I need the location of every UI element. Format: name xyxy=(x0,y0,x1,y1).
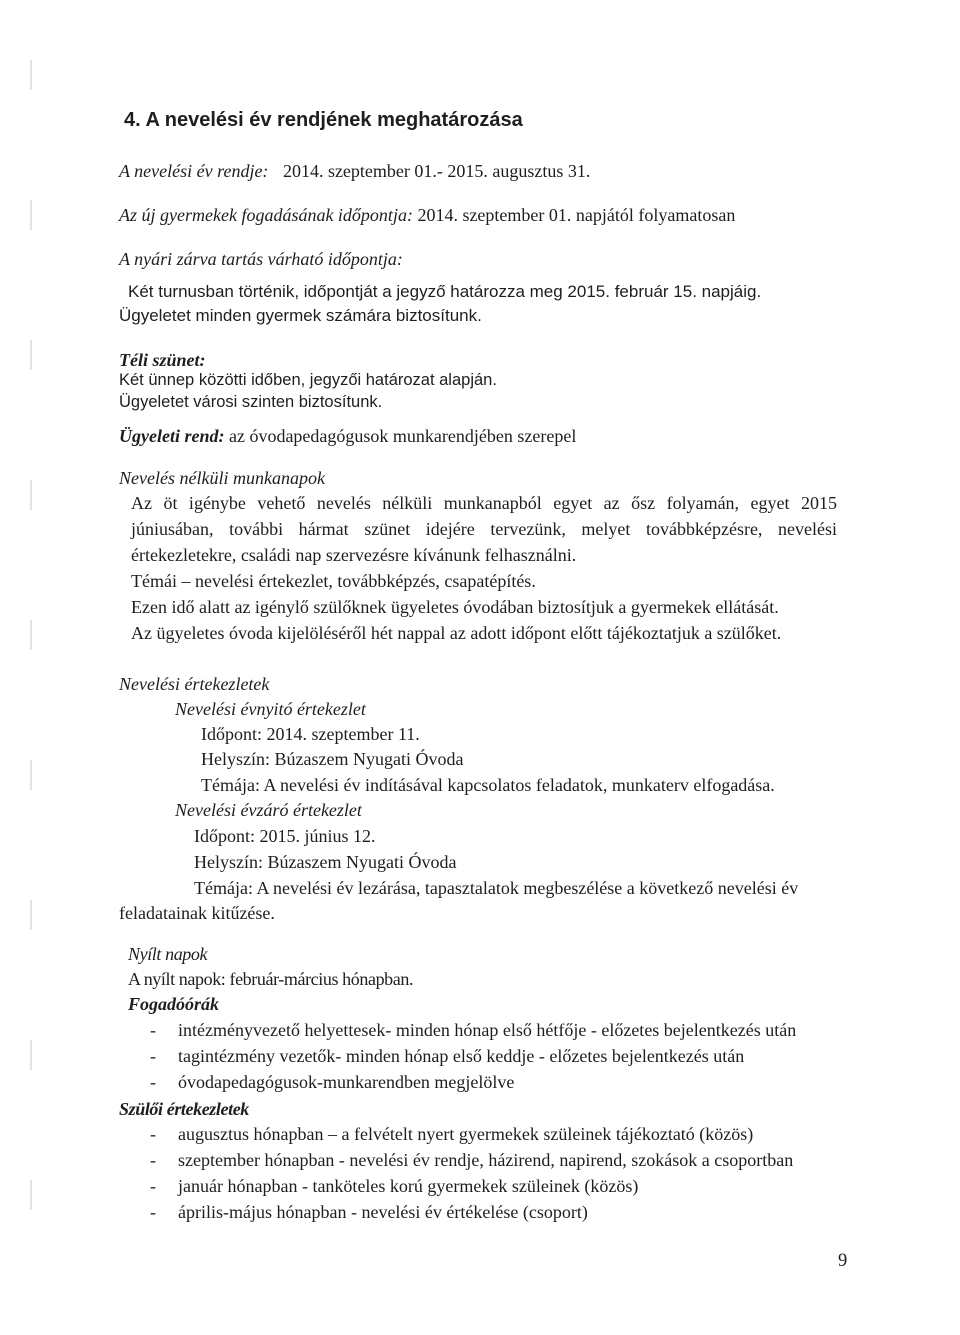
opening-meeting-title: Nevelési évnyitó értekezlet xyxy=(175,699,366,719)
summer-duty-line: Ügyeletet minden gyermek számára biztosítunk. xyxy=(119,306,482,325)
open-days-title: Nyílt napok xyxy=(128,944,208,964)
new-children-label: Az új gyermekek fogadásának időpontja: xyxy=(119,205,413,225)
closing-meeting-place: Helyszín: Búzaszem Nyugati Óvoda xyxy=(194,852,457,872)
opening-meeting-topic: Témája: A nevelési év indításával kapcsolatos feladatok, munkaterv elfogadása. xyxy=(201,775,775,795)
school-year-value: 2014. szeptember 01.- 2015. augusztus 31. xyxy=(282,161,591,181)
parent-meetings-title: Szülői értekezletek xyxy=(119,1099,249,1119)
scan-mark xyxy=(30,1180,32,1210)
meetings-title: Nevelési értekezletek xyxy=(119,674,270,694)
list-item: - tagintézmény vezetők- minden hónap első keddje - előzetes bejelentkezés után xyxy=(150,1046,745,1066)
page-number: 9 xyxy=(838,1251,848,1271)
closing-meeting-time: Időpont: 2015. június 12. xyxy=(194,826,376,846)
duty-order-line xyxy=(119,427,576,445)
scan-mark xyxy=(30,60,32,90)
duty-order-label: Ügyeleti rend: xyxy=(119,426,225,446)
office-hours-title: Fogadóórák xyxy=(128,994,220,1014)
winter-duty-line: Ügyeletet városi szinten biztosítunk. xyxy=(119,393,383,411)
winter-break-line: Két ünnep közötti időben, jegyzői határozat alapján. xyxy=(119,371,497,389)
closing-meeting-topic: Témája: A nevelési év lezárása, tapasztalatok megbeszélése a következő nevelési év xyxy=(194,878,799,898)
scan-mark xyxy=(30,900,32,930)
non-teaching-line-1: Az öt igénybe vehető nevelés nélküli munkanapból egyet az ősz folyamán, egyet 2015 xyxy=(131,493,837,513)
scan-mark xyxy=(30,1040,32,1070)
school-year-line xyxy=(119,162,590,180)
summer-closure-label: A nyári zárva tartás várható időpontja: xyxy=(119,249,403,269)
new-children-line xyxy=(119,206,735,224)
opening-meeting-time: Időpont: 2014. szeptember 11. xyxy=(201,724,420,744)
summer-closure-line: Két turnusban történik, időpontját a jegyző határozza meg 2015. február 15. napjáig. xyxy=(128,282,762,301)
non-teaching-line-3: értekezletekre, családi nap szervezésre kívánunk felhasználni. xyxy=(131,545,577,565)
list-item: - óvodapedagógusok-munkarendben megjelölve xyxy=(150,1072,515,1092)
list-item: - augusztus hónapban – a felvételt nyert gyermekek szüleinek tájékoztató (közös) xyxy=(150,1124,754,1144)
list-item: - január hónapban - tanköteles korú gyermekek szüleinek (közös) xyxy=(150,1176,639,1196)
scan-mark xyxy=(30,340,32,370)
list-item: - intézményvezető helyettesek- minden hónap első hétfője - előzetes bejelentkezés után xyxy=(150,1020,797,1040)
scan-mark xyxy=(30,200,32,230)
winter-break-label: Téli szünet: xyxy=(119,350,206,370)
scan-mark xyxy=(30,760,32,790)
open-days-text: A nyílt napok: február-március hónapban. xyxy=(128,969,414,989)
non-teaching-line-2: júniusában, további hármat szünet idejére tervezünk, melyet továbbképzésre, nevelési xyxy=(131,519,837,539)
opening-meeting-place: Helyszín: Búzaszem Nyugati Óvoda xyxy=(201,749,464,769)
new-children-value: 2014. szeptember 01. napjától folyamatosan xyxy=(417,205,736,225)
scan-mark xyxy=(30,620,32,650)
duty-order-text: az óvodapedagógusok munkarendjében szerepel xyxy=(228,426,577,446)
list-item: - április-május hónapban - nevelési év értékelése (csoport) xyxy=(150,1202,588,1222)
non-teaching-line-6: Az ügyeletes óvoda kijelöléséről hét nappal az adott időpont előtt tájékoztatjuk a szülőket. xyxy=(131,623,782,643)
closing-meeting-topic-cont: feladatainak kitűzése. xyxy=(119,903,275,923)
section-heading: 4. A nevelési év rendjének meghatározása xyxy=(124,109,523,131)
closing-meeting-title: Nevelési évzáró értekezlet xyxy=(175,800,362,820)
non-teaching-line-4: Témái – nevelési értekezlet, továbbképzés, csapatépítés. xyxy=(131,571,536,591)
non-teaching-line-5: Ezen idő alatt az igénylő szülőknek ügyeletes óvodában biztosítjuk a gyermekek ellátását. xyxy=(131,597,779,617)
list-item: - szeptember hónapban - nevelési év rendje, házirend, napirend, szokások a csoportban xyxy=(150,1150,794,1170)
scan-mark xyxy=(30,480,32,510)
school-year-label: A nevelési év rendje: xyxy=(119,161,269,181)
non-teaching-days-title: Nevelés nélküli munkanapok xyxy=(119,468,325,488)
